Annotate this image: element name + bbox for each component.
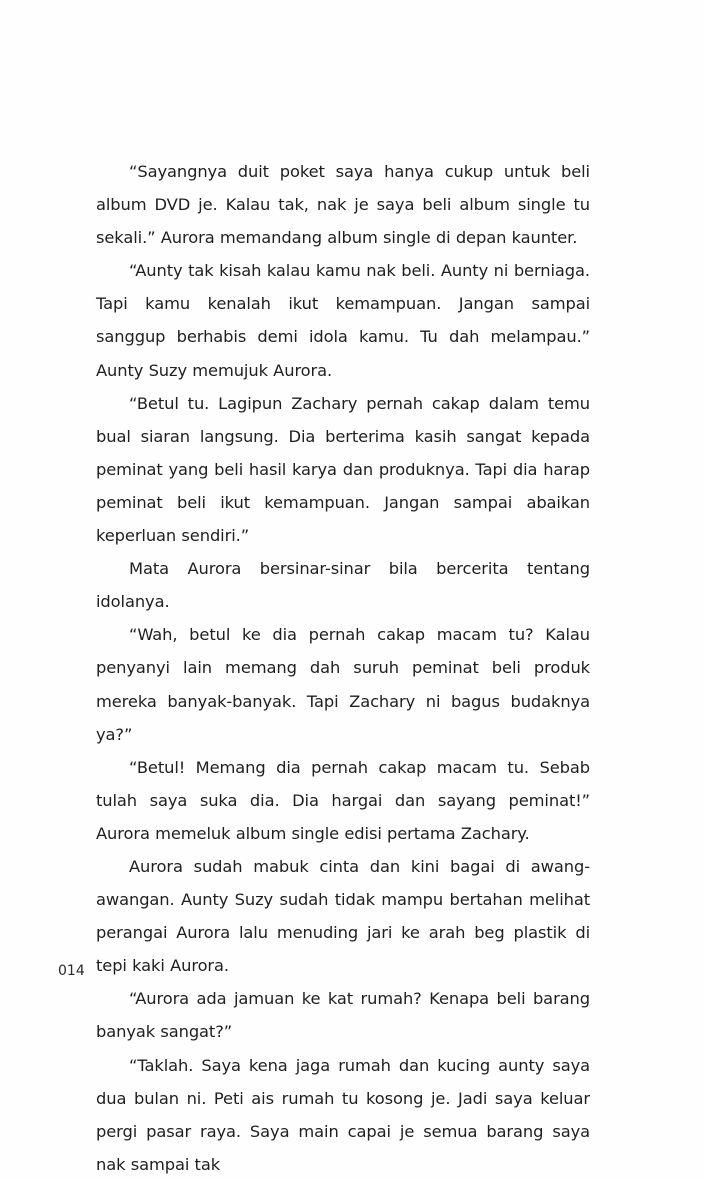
paragraph-3: “Betul tu. Lagipun Zachary pernah cakap dalam temu bual siaran langsung. Dia berterima kasih sangat kepada peminat yang beli hasil karya dan produknya. Tapi dia harap peminat beli ikut kemampuan. Jangan sampai abaikan keperluan sendiri.” (96, 393, 590, 546)
paragraph-4: Mata Aurora bersinar-sinar bila bercerita tentang idolanya. (96, 559, 590, 612)
paragraph-5: “Wah, betul ke dia pernah cakap macam tu? Kalau penyanyi lain memang dah suruh peminat beli produk mereka banyak-banyak. Tapi Zachary ni bagus budaknya ya?” (96, 625, 590, 744)
paragraph-1: “Sayangnya duit poket saya hanya cukup untuk beli album DVD je. Kalau tak, nak je saya beli album single tu sekali.” Aurora memandang album single di depan kaunter. (96, 162, 590, 248)
paragraph-9: “Taklah. Saya kena jaga rumah dan kucing aunty saya dua bulan ni. Peti ais rumah tu kosong je. Jadi saya keluar pergi pasar raya. Saya main capai je semua barang saya nak sampai tak (96, 1055, 590, 1174)
paragraph-8: “Aurora ada jamuan ke kat rumah? Kenapa beli barang banyak sangat?” (96, 989, 590, 1042)
body-text (96, 155, 590, 1181)
paragraph-7: Aurora sudah mabuk cinta dan kini bagai di awang-awangan. Aunty Suzy sudah tidak mampu bertahan melihat perangai Aurora lalu menuding jari ke arah beg plastik di tepi kaki Aurora. (96, 856, 590, 976)
paragraph-6: “Betul! Memang dia pernah cakap macam tu. Sebab tulah saya suka dia. Dia hargai dan sayang peminat!” Aurora memeluk album single edisi pertama Zachary. (96, 757, 590, 843)
paragraph-2: “Aunty tak kisah kalau kamu nak beli. Aunty ni berniaga. Tapi kamu kenalah ikut kemampuan. Jangan sampai sanggup berhabis demi idola kamu. Tu dah melampau.” Aunty Suzy memujuk Aurora. (96, 261, 590, 380)
page-number: 014 (58, 963, 85, 979)
